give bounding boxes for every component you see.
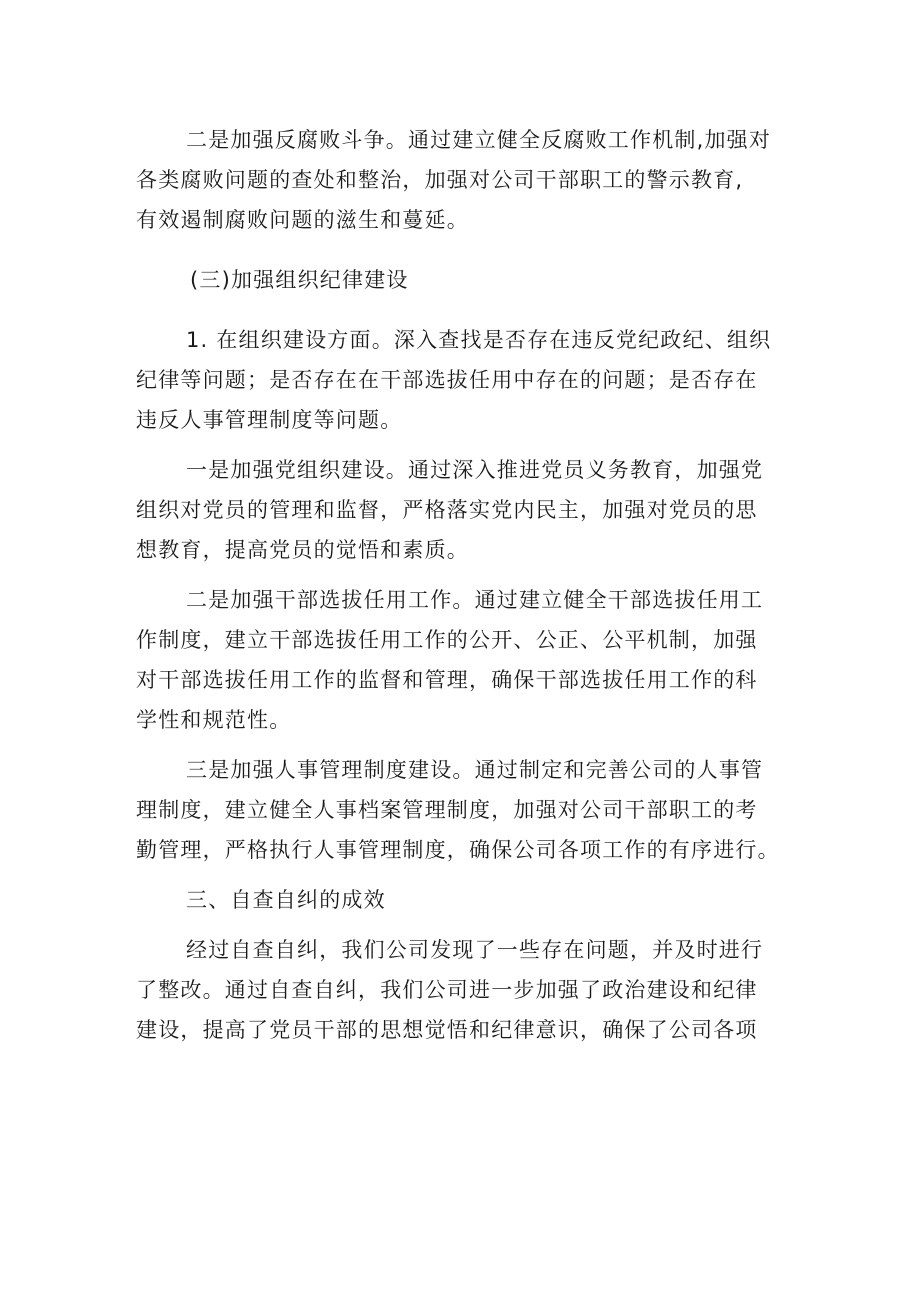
- paragraph-line: 学性和规范性。: [136, 708, 292, 732]
- section-heading: 三、自查自纠的成效: [186, 888, 386, 912]
- paragraph-line: 对干部选拔任用工作的监督和管理，确保干部选拔任用工作的科: [136, 668, 758, 692]
- paragraph-line: 二是加强反腐败斗争。通过建立健全反腐败工作机制,加强对: [186, 128, 772, 152]
- paragraph-line: 二是加强干部选拔任用工作。通过建立健全干部选拔任用工: [186, 588, 764, 612]
- paragraph-line: 三是加强人事管理制度建设。通过制定和完善公司的人事管: [186, 758, 764, 782]
- paragraph-line: 一是加强党组织建设。通过深入推进党员义务教育，加强党: [186, 458, 764, 482]
- paragraph-line: 有效遏制腐败问题的滋生和蔓延。: [136, 208, 469, 232]
- paragraph-line: 经过自查自纠，我们公司发现了一些存在问题，并及时进行: [186, 938, 764, 962]
- paragraph-line: 纪律等问题；是否存在在干部选拔任用中存在的问题；是否存在: [136, 368, 758, 392]
- paragraph-line: 违反人事管理制度等问题。: [136, 408, 403, 432]
- paragraph-line: 各类腐败问题的查处和整治，加强对公司干部职工的警示教育,: [136, 168, 744, 192]
- paragraph-line: 组织对党员的管理和监督，严格落实党内民主，加强对党员的思: [136, 498, 758, 522]
- paragraph-line: 建设，提高了党员干部的思想觉悟和纪律意识，确保了公司各项: [136, 1018, 758, 1042]
- paragraph-line: 理制度，建立健全人事档案管理制度，加强对公司干部职工的考: [136, 798, 758, 822]
- paragraph-line: 1. 在组织建设方面。深入查找是否存在违反党纪政纪、组织: [186, 328, 772, 352]
- paragraph-line: 勤管理，严格执行人事管理制度，确保公司各项工作的有序进行。: [136, 838, 780, 862]
- paragraph-line: 了整改。通过自查自纠，我们公司进一步加强了政治建设和纪律: [136, 978, 758, 1002]
- section-heading: (三)加强组织纪律建设: [190, 268, 409, 292]
- paragraph-line: 想教育，提高党员的觉悟和素质。: [136, 538, 469, 562]
- paragraph-line: 作制度，建立干部选拔任用工作的公开、公正、公平机制，加强: [136, 628, 758, 652]
